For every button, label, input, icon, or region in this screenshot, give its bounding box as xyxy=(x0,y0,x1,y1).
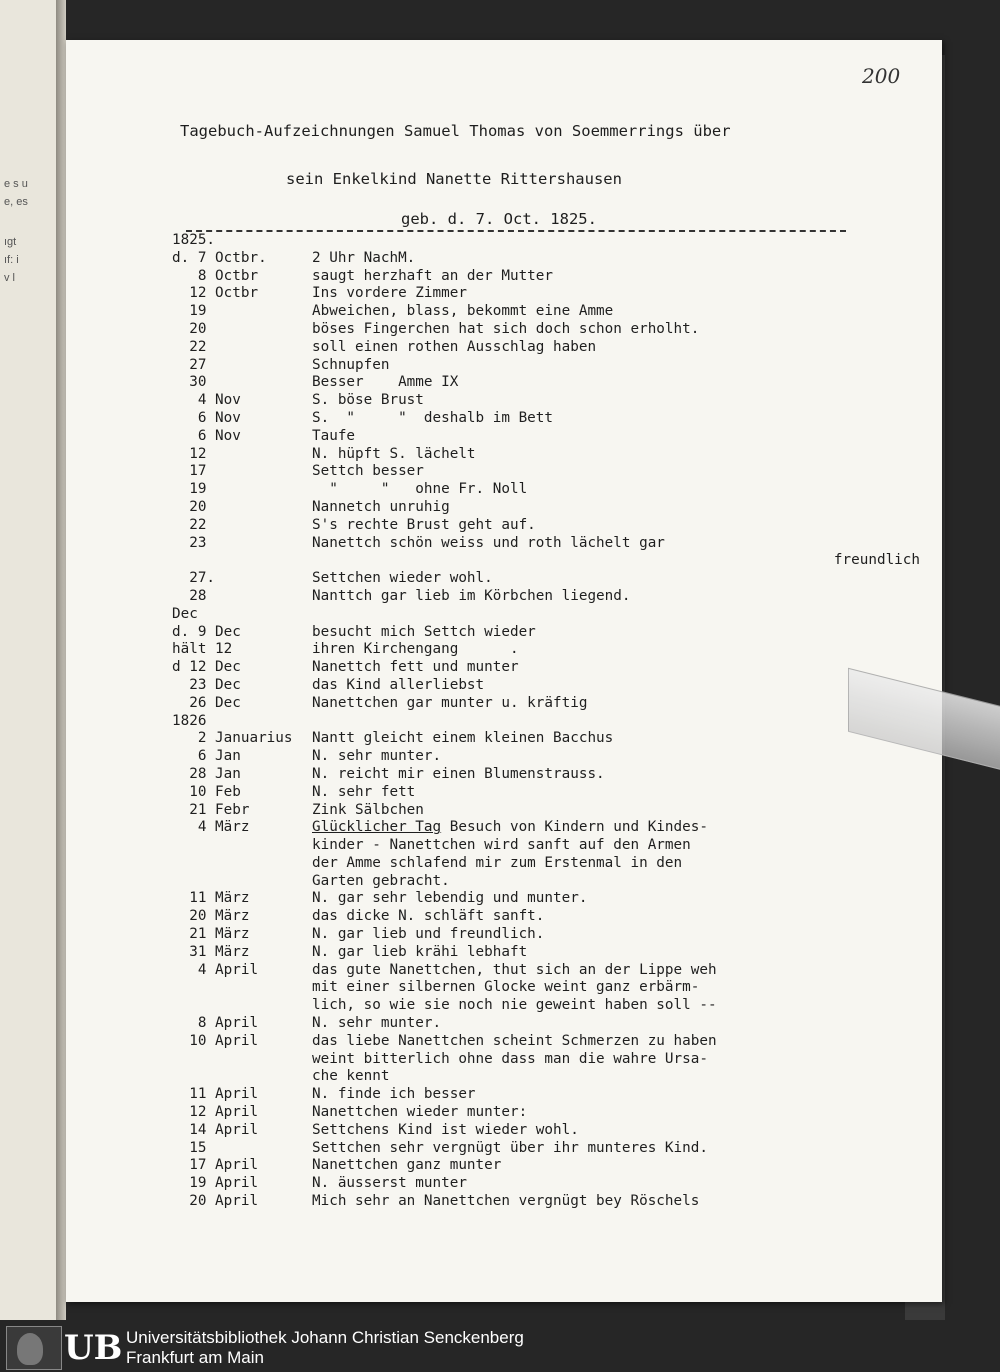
entry-text xyxy=(312,819,708,837)
entry-text-rest: Besuch von Kindern und Kindes- xyxy=(441,819,708,836)
entry-text: Nanttch gar lieb im Körbchen liegend. xyxy=(312,587,631,604)
entry-text: Abweichen, blass, bekommt eine Amme xyxy=(312,303,614,320)
diary-entry xyxy=(172,481,872,499)
entry-date: 28 xyxy=(172,587,207,604)
entry-date: 22 xyxy=(172,516,207,533)
diary-entry xyxy=(172,552,920,570)
entry-text: 2 Uhr NachM. xyxy=(312,249,416,266)
portrait-icon xyxy=(17,1333,43,1365)
diary-entry xyxy=(172,997,872,1015)
diary-entry xyxy=(172,908,872,926)
entry-text: der Amme schlafend mir zum Erstenmal in den xyxy=(312,854,683,871)
diary-entry xyxy=(172,873,872,891)
diary-entry xyxy=(172,1140,872,1158)
entry-text: S's rechte Brust geht auf. xyxy=(312,516,536,533)
entry-text: che kennt xyxy=(312,1068,390,1085)
diary-entry xyxy=(172,1015,872,1033)
entry-text: N. gar sehr lebendig und munter. xyxy=(312,890,588,907)
left-page-fragment: e s u xyxy=(4,178,28,190)
diary-entry xyxy=(172,410,872,428)
entry-text: N. sehr munter. xyxy=(312,1015,442,1032)
diary-entry xyxy=(172,730,872,748)
entry-text: mit einer silbernen Glocke weint ganz erbärm- xyxy=(312,979,700,996)
diary-entry xyxy=(172,713,872,731)
diary-entry xyxy=(172,392,872,410)
left-page-edge xyxy=(0,0,57,1320)
diary-entry xyxy=(172,535,872,553)
entry-date: 4 Nov xyxy=(172,392,241,409)
entry-date: d. 9 Dec xyxy=(172,623,241,640)
left-page-fragment: e, es xyxy=(4,196,28,208)
entry-text: Nannetch unruhig xyxy=(312,498,450,515)
diary-entry xyxy=(172,766,872,784)
entry-date: 20 xyxy=(172,498,207,515)
entry-text: Nantt gleicht einem kleinen Bacchus xyxy=(312,730,614,747)
entry-text: Settchen sehr vergnügt über ihr munteres Kind. xyxy=(312,1139,708,1156)
entry-date: 2 Januarius xyxy=(172,730,293,747)
entry-date: 10 April xyxy=(172,1032,259,1049)
entry-text: S. böse Brust xyxy=(312,392,424,409)
entry-date: 8 Octbr xyxy=(172,267,259,284)
diary-entry xyxy=(172,944,872,962)
diary-entry xyxy=(172,339,872,357)
entry-text: ihren Kirchengang . xyxy=(312,641,519,658)
entry-date: 23 xyxy=(172,534,207,551)
entry-text: N. sehr fett xyxy=(312,783,416,800)
entry-text: Garten gebracht. xyxy=(312,872,450,889)
entry-text: kinder - Nanettchen wird sanft auf den Armen xyxy=(312,837,691,854)
diary-entry xyxy=(172,1068,872,1086)
entry-text: N. gar lieb krähi lebhaft xyxy=(312,943,528,960)
title-line-1: Tagebuch-Aufzeichnungen Samuel Thomas von Soemmerrings über xyxy=(180,122,731,140)
entry-date: 27. xyxy=(172,570,216,587)
entry-text: N. reicht mir einen Blumenstrauss. xyxy=(312,765,605,782)
entry-date: 11 März xyxy=(172,890,250,907)
left-page-fragment: v l xyxy=(4,272,15,284)
diary-entry xyxy=(172,285,872,303)
entry-text: Schnupfen xyxy=(312,356,390,373)
entry-date: d 12 Dec xyxy=(172,659,241,676)
entry-text: Nanettchen gar munter u. kräftig xyxy=(312,694,588,711)
entry-date: 1826 xyxy=(172,712,207,729)
entry-date: 6 Jan xyxy=(172,748,241,765)
entry-date: 12 April xyxy=(172,1104,259,1121)
entry-text: N. hüpft S. lächelt xyxy=(312,445,476,462)
entry-date: 23 Dec xyxy=(172,676,241,693)
diary-entry xyxy=(172,979,872,997)
entry-text: saugt herzhaft an der Mutter xyxy=(312,267,554,284)
diary-entry xyxy=(172,624,872,642)
diary-entry xyxy=(172,962,872,980)
diary-entry xyxy=(172,588,872,606)
title-line-3: geb. d. 7. Oct. 1825. xyxy=(401,210,597,228)
document-page xyxy=(66,40,942,1302)
entry-text: Settchen wieder wohl. xyxy=(312,570,493,587)
diary-entry xyxy=(172,1033,872,1051)
entry-date: 10 Feb xyxy=(172,783,241,800)
diary-entry xyxy=(172,659,872,677)
entry-text: weint bitterlich ohne dass man die wahre Ursa- xyxy=(312,1050,708,1067)
entry-date: d. 7 Octbr. xyxy=(172,249,267,266)
entry-text: Besser Amme IX xyxy=(312,374,459,391)
entry-date: 20 April xyxy=(172,1193,259,1210)
entry-date: 19 April xyxy=(172,1175,259,1192)
entry-text: " " ohne Fr. Noll xyxy=(312,481,528,498)
diary-entry xyxy=(172,641,872,659)
entry-text-underlined: Glücklicher Tag xyxy=(312,819,442,836)
entry-text: das liebe Nanettchen scheint Schmerzen zu haben xyxy=(312,1032,717,1049)
entry-date: Dec xyxy=(172,605,198,622)
entry-text: Nanettch fett und munter xyxy=(312,659,519,676)
diary-entry xyxy=(172,1086,872,1104)
entry-text: N. äusserst munter xyxy=(312,1175,467,1192)
diary-entry xyxy=(172,890,872,908)
entry-text: das Kind allerliebst xyxy=(312,676,485,693)
entry-text: besucht mich Settch wieder xyxy=(312,623,536,640)
entry-date: hält 12 xyxy=(172,641,233,658)
diary-entry xyxy=(172,303,872,321)
entry-date: 11 April xyxy=(172,1086,259,1103)
entry-text: Zink Sälbchen xyxy=(312,801,424,818)
diary-entry xyxy=(172,1175,872,1193)
footer-bar xyxy=(0,1320,1000,1372)
entry-text: S. " " deshalb im Bett xyxy=(312,409,554,426)
entry-text: soll einen rothen Ausschlag haben xyxy=(312,338,597,355)
left-page-fragment: ıf: i xyxy=(4,254,19,266)
entry-date: 26 Dec xyxy=(172,694,241,711)
diary-entry xyxy=(172,517,872,535)
entry-date: 17 xyxy=(172,463,207,480)
entry-date: 12 xyxy=(172,445,207,462)
entry-text: Nanettch schön weiss und roth lächelt gar xyxy=(312,534,665,551)
diary-entry xyxy=(172,499,872,517)
entry-text: böses Fingerchen hat sich doch schon erholht. xyxy=(312,320,700,337)
diary-entry xyxy=(172,926,872,944)
library-location: Frankfurt am Main xyxy=(126,1348,264,1367)
page-number: 200 xyxy=(862,64,901,88)
diary-entry xyxy=(172,268,872,286)
diary-entry xyxy=(172,819,872,837)
entry-date: 19 xyxy=(172,481,207,498)
entry-date: 21 März xyxy=(172,926,250,943)
entry-date: 6 Nov xyxy=(172,409,241,426)
entry-text: Nanettchen ganz munter xyxy=(312,1157,502,1174)
diary-entry xyxy=(172,374,872,392)
title-line-2: sein Enkelkind Nanette Rittershausen xyxy=(286,170,622,188)
entry-date: 28 Jan xyxy=(172,765,241,782)
diary-entry xyxy=(172,463,872,481)
diary-entry xyxy=(172,570,872,588)
entry-date: 20 März xyxy=(172,908,250,925)
entry-text: Nanettchen wieder munter: xyxy=(312,1104,528,1121)
entry-date: 20 xyxy=(172,320,207,337)
entry-text: das dicke N. schläft sanft. xyxy=(312,908,545,925)
entry-text: N. gar lieb und freundlich. xyxy=(312,926,545,943)
entry-date: 27 xyxy=(172,356,207,373)
entry-text: Mich sehr an Nanettchen vergnügt bey Röschels xyxy=(312,1193,700,1210)
entry-text: N. sehr munter. xyxy=(312,748,442,765)
entry-date: 6 Nov xyxy=(172,427,241,444)
entry-date: 19 xyxy=(172,303,207,320)
diary-entry xyxy=(172,695,872,713)
diary-entry xyxy=(172,428,872,446)
entry-text: Settchens Kind ist wieder wohl. xyxy=(312,1121,579,1138)
diary-entry xyxy=(172,606,872,624)
entry-text: Settch besser xyxy=(312,463,424,480)
entry-text: das gute Nanettchen, thut sich an der Lippe weh xyxy=(312,961,717,978)
diary-entry xyxy=(172,1157,872,1175)
entry-date: 1825. xyxy=(172,232,216,248)
entry-date: 4 März xyxy=(172,819,250,836)
entry-text: lich, so wie sie noch nie geweint haben soll -- xyxy=(312,997,717,1014)
entry-date: 17 April xyxy=(172,1157,259,1174)
library-name: Universitätsbibliothek Johann Christian Senckenberg xyxy=(126,1328,524,1347)
entry-text: Ins vordere Zimmer xyxy=(312,285,467,302)
library-logo xyxy=(6,1326,62,1370)
diary-entry xyxy=(172,1051,872,1069)
diary-entry xyxy=(172,1193,872,1211)
diary-entry xyxy=(172,1104,872,1122)
diary-entry xyxy=(172,855,872,873)
diary-entry xyxy=(172,802,872,820)
diary-entry xyxy=(172,677,872,695)
diary-entry xyxy=(172,748,872,766)
diary-entry xyxy=(172,357,872,375)
diary-entry xyxy=(172,250,872,268)
diary-entry xyxy=(172,446,872,464)
entry-date: 30 xyxy=(172,374,207,391)
left-page-fragment: ıgt xyxy=(4,236,17,248)
diary-entry xyxy=(172,232,872,250)
entry-date: 31 März xyxy=(172,943,250,960)
entry-text: N. finde ich besser xyxy=(312,1086,476,1103)
entry-date: 8 April xyxy=(172,1015,259,1032)
entry-date: 15 xyxy=(172,1139,207,1156)
entry-date: 21 Febr xyxy=(172,801,250,818)
diary-entry xyxy=(172,1122,872,1140)
diary-entries xyxy=(172,232,920,1211)
entry-date: 14 April xyxy=(172,1121,259,1138)
library-logo-text: UB xyxy=(64,1328,123,1368)
diary-entry xyxy=(172,837,872,855)
diary-entry xyxy=(172,784,872,802)
diary-entry xyxy=(172,321,872,339)
book-binding xyxy=(56,0,66,1320)
entry-date: 12 Octbr xyxy=(172,285,259,302)
entry-continuation: freundlich xyxy=(833,552,920,569)
entry-date: 4 April xyxy=(172,961,259,978)
entry-text: Taufe xyxy=(312,427,356,444)
entry-date: 22 xyxy=(172,338,207,355)
